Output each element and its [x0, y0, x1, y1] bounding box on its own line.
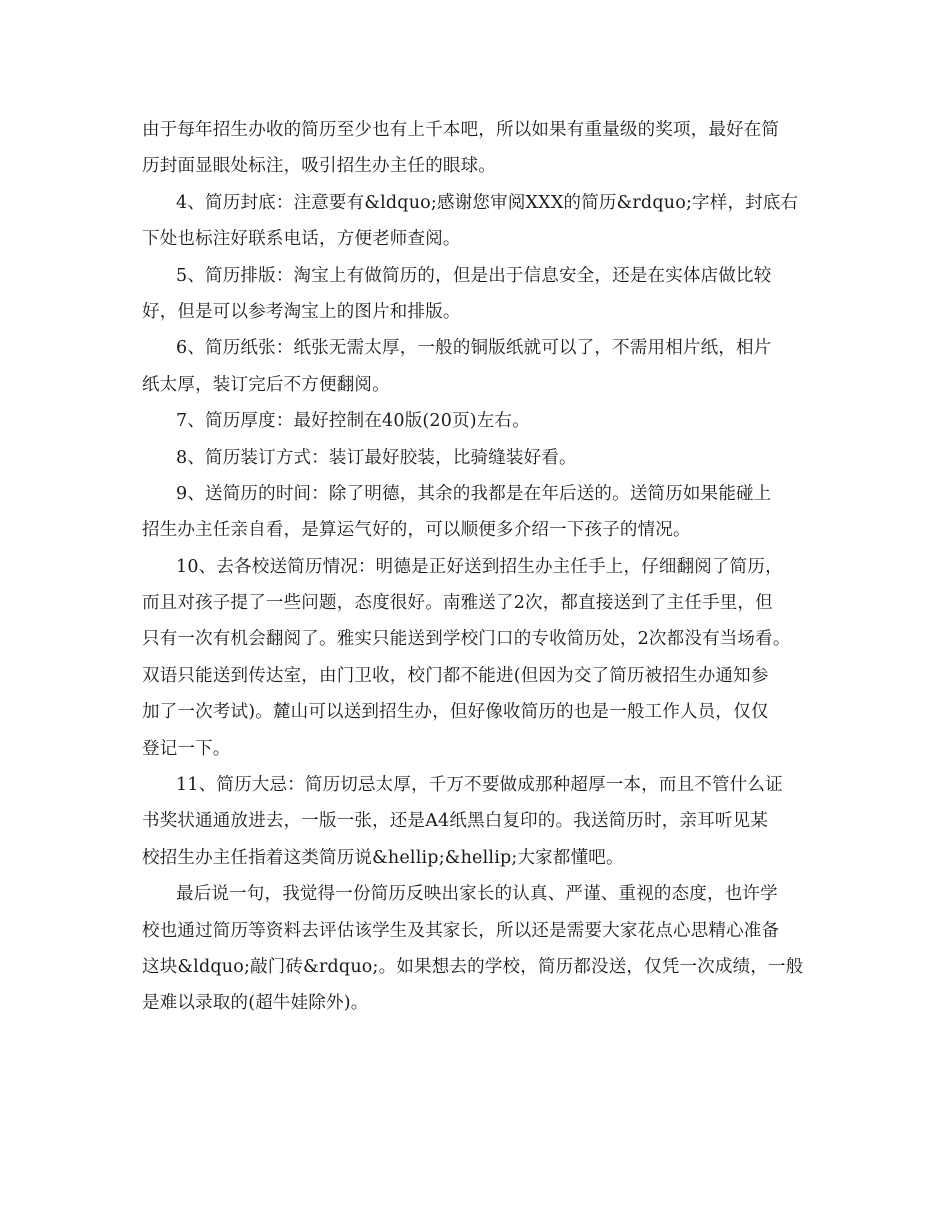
text-line: 6、简历纸张：纸张无需太厚，一般的铜版纸就可以了，不需用相片纸，相片 — [176, 338, 772, 359]
text-line: 由于每年招生办收的简历至少也有上千本吧，所以如果有重量级的奖项，最好在简 — [142, 120, 780, 140]
text-line: 只有一次有机会翻阅了。雅实只能送到学校门口的专收简历处，2次都没有当场看。 — [142, 629, 791, 650]
text-line: 5、简历排版：淘宝上有做简历的，但是出于信息安全，还是在实体店做比较 — [176, 265, 772, 286]
text-line: 双语只能送到传达室，由门卫收，校门都不能进(但因为交了简历被招生办通知参 — [142, 665, 769, 686]
text-line: 11、简历大忌：简历切忌太厚，千万不要做成那种超厚一本，而且不管什么证 — [176, 775, 783, 796]
text-line: 4、简历封底：注意要有&ldquo;感谢您审阅XXX的简历&rdquo;字样，封底右 — [176, 192, 799, 213]
text-line: 校也通过简历等资料去评估该学生及其家长，所以还是需要大家花点心思精心准备 — [142, 920, 780, 941]
text-line: 好，但是可以参考淘宝上的图片和排版。 — [142, 301, 461, 322]
text-line: 10、去各校送简历情况：明德是正好送到招生办主任手上，仔细翻阅了简历， — [176, 556, 783, 577]
text-line: 是难以录取的(超牛娃除外)。 — [142, 993, 369, 1014]
text-line: 下处也标注好联系电话，方便老师查阅。 — [142, 229, 461, 250]
text-line: 招生办主任亲自看，是算运气好的，可以顺便多介绍一下孩子的情况。 — [142, 520, 691, 541]
text-line: 加了一次考试)。麓山可以送到招生办，但好像收简历的也是一般工作人员，仅仅 — [142, 702, 769, 723]
text-line: 校招生办主任指着这类简历说&hellip;&hellip;大家都懂吧。 — [142, 847, 624, 868]
text-line: 最后说一句，我觉得一份简历反映出家长的认真、严谨、重视的态度，也许学 — [176, 884, 778, 905]
document-body — [142, 112, 827, 1022]
text-line: 9、送简历的时间：除了明德，其余的我都是在年后送的。送简历如果能碰上 — [176, 483, 772, 504]
text-line: 7、简历厚度：最好控制在40版(20页)左右。 — [176, 411, 530, 432]
text-line: 这块&ldquo;敲门砖&rdquo;。如果想去的学校，简历都没送，仅凭一次成绩，一般 — [142, 956, 804, 977]
text-line: 登记一下。 — [142, 738, 231, 759]
text-line: 纸太厚，装订完后不方便翻阅。 — [142, 374, 390, 395]
text-line: 历封面显眼处标注，吸引招生办主任的眼球。 — [142, 156, 496, 177]
text-line: 书奖状通通放进去，一版一张，还是A4纸黑白复印的。我送简历时，亲耳听见某 — [142, 811, 768, 832]
text-line: 8、简历装订方式：装订最好胶装，比骑缝装好看。 — [176, 447, 577, 468]
text-line: 而且对孩子提了一些问题，态度很好。南雅送了2次，都直接送到了主任手里，但 — [142, 593, 773, 614]
